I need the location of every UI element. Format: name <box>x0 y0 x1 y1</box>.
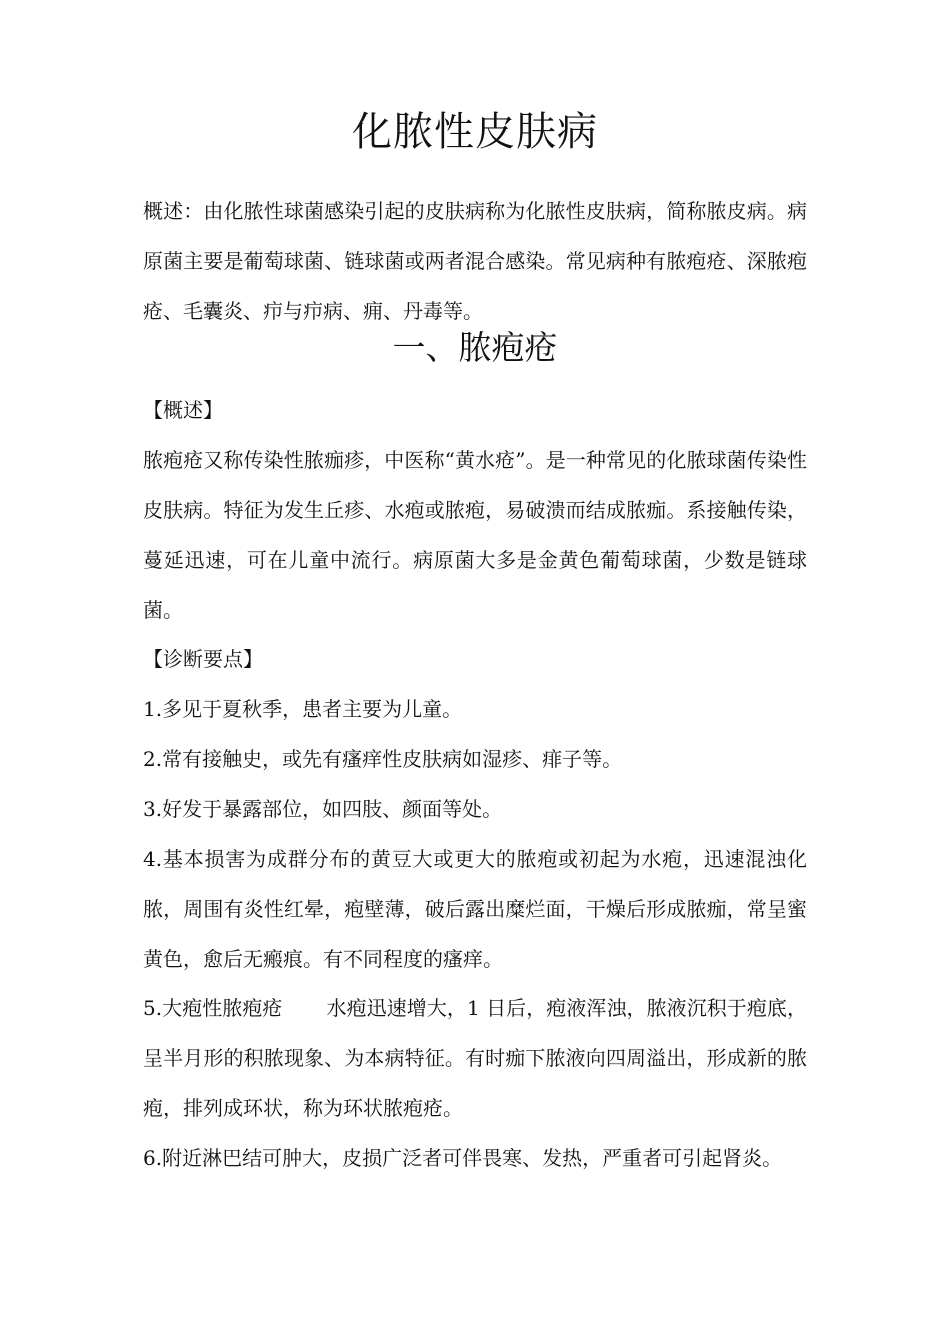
intro-paragraph: 概述：由化脓性球菌感染引起的皮肤病称为化脓性皮肤病，简称脓皮病。病原菌主要是葡萄球菌、链球菌或两者混合感染。常见病种有脓疱疮、深脓疱疮、毛囊炎、疖与疖病、痈、丹毒等。 <box>143 199 807 323</box>
diagnosis-point-5 <box>143 983 807 1133</box>
diagnosis-point-4: 4.基本损害为成群分布的黄豆大或更大的脓疱或初起为水疱，迅速混浊化脓，周围有炎性红晕，疱壁薄，破后露出糜烂面，干燥后形成脓痂，常呈蜜黄色，愈后无瘢痕。有不同程度的瘙痒。 <box>143 847 807 971</box>
diagnosis-point-5-label: 5.大疱性脓疱疮 <box>143 996 283 1020</box>
diagnosis-point-5-text: 水疱迅速增大，1 日后，疱液浑浊，脓液沉积于疱底，呈半月形的积脓现象、为本病特征。有时痂下脓液向四周溢出，形成新的脓疱，排列成环状，称为环状脓疱疮。 <box>143 996 807 1120</box>
document-title: 化脓性皮肤病 <box>352 109 598 155</box>
diagnosis-point-2: 2.常有接触史，或先有瘙痒性皮肤病如湿疹、痱子等。 <box>143 747 623 771</box>
overview-label: 【概述】 <box>143 398 223 422</box>
diagnosis-point-6: 6.附近淋巴结可肿大，皮损广泛者可伴畏寒、发热，严重者可引起肾炎。 <box>143 1146 783 1170</box>
diagnosis-point-3: 3.好发于暴露部位，如四肢、颜面等处。 <box>143 797 503 821</box>
diagnosis-point-1: 1.多见于夏秋季，患者主要为儿童。 <box>143 697 463 721</box>
section-heading-impetigo: 一、脓疱疮 <box>392 328 558 367</box>
diagnosis-label: 【诊断要点】 <box>143 647 263 671</box>
overview-paragraph: 脓疱疮又称传染性脓痂疹，中医称“黄水疮”。是一种常见的化脓球菌传染性皮肤病。特征为发生丘疹、水疱或脓疱，易破溃而结成脓痂。系接触传染，蔓延迅速，可在儿童中流行。病原菌大多是金黄色葡萄球菌，少数是链球菌。 <box>143 448 807 622</box>
